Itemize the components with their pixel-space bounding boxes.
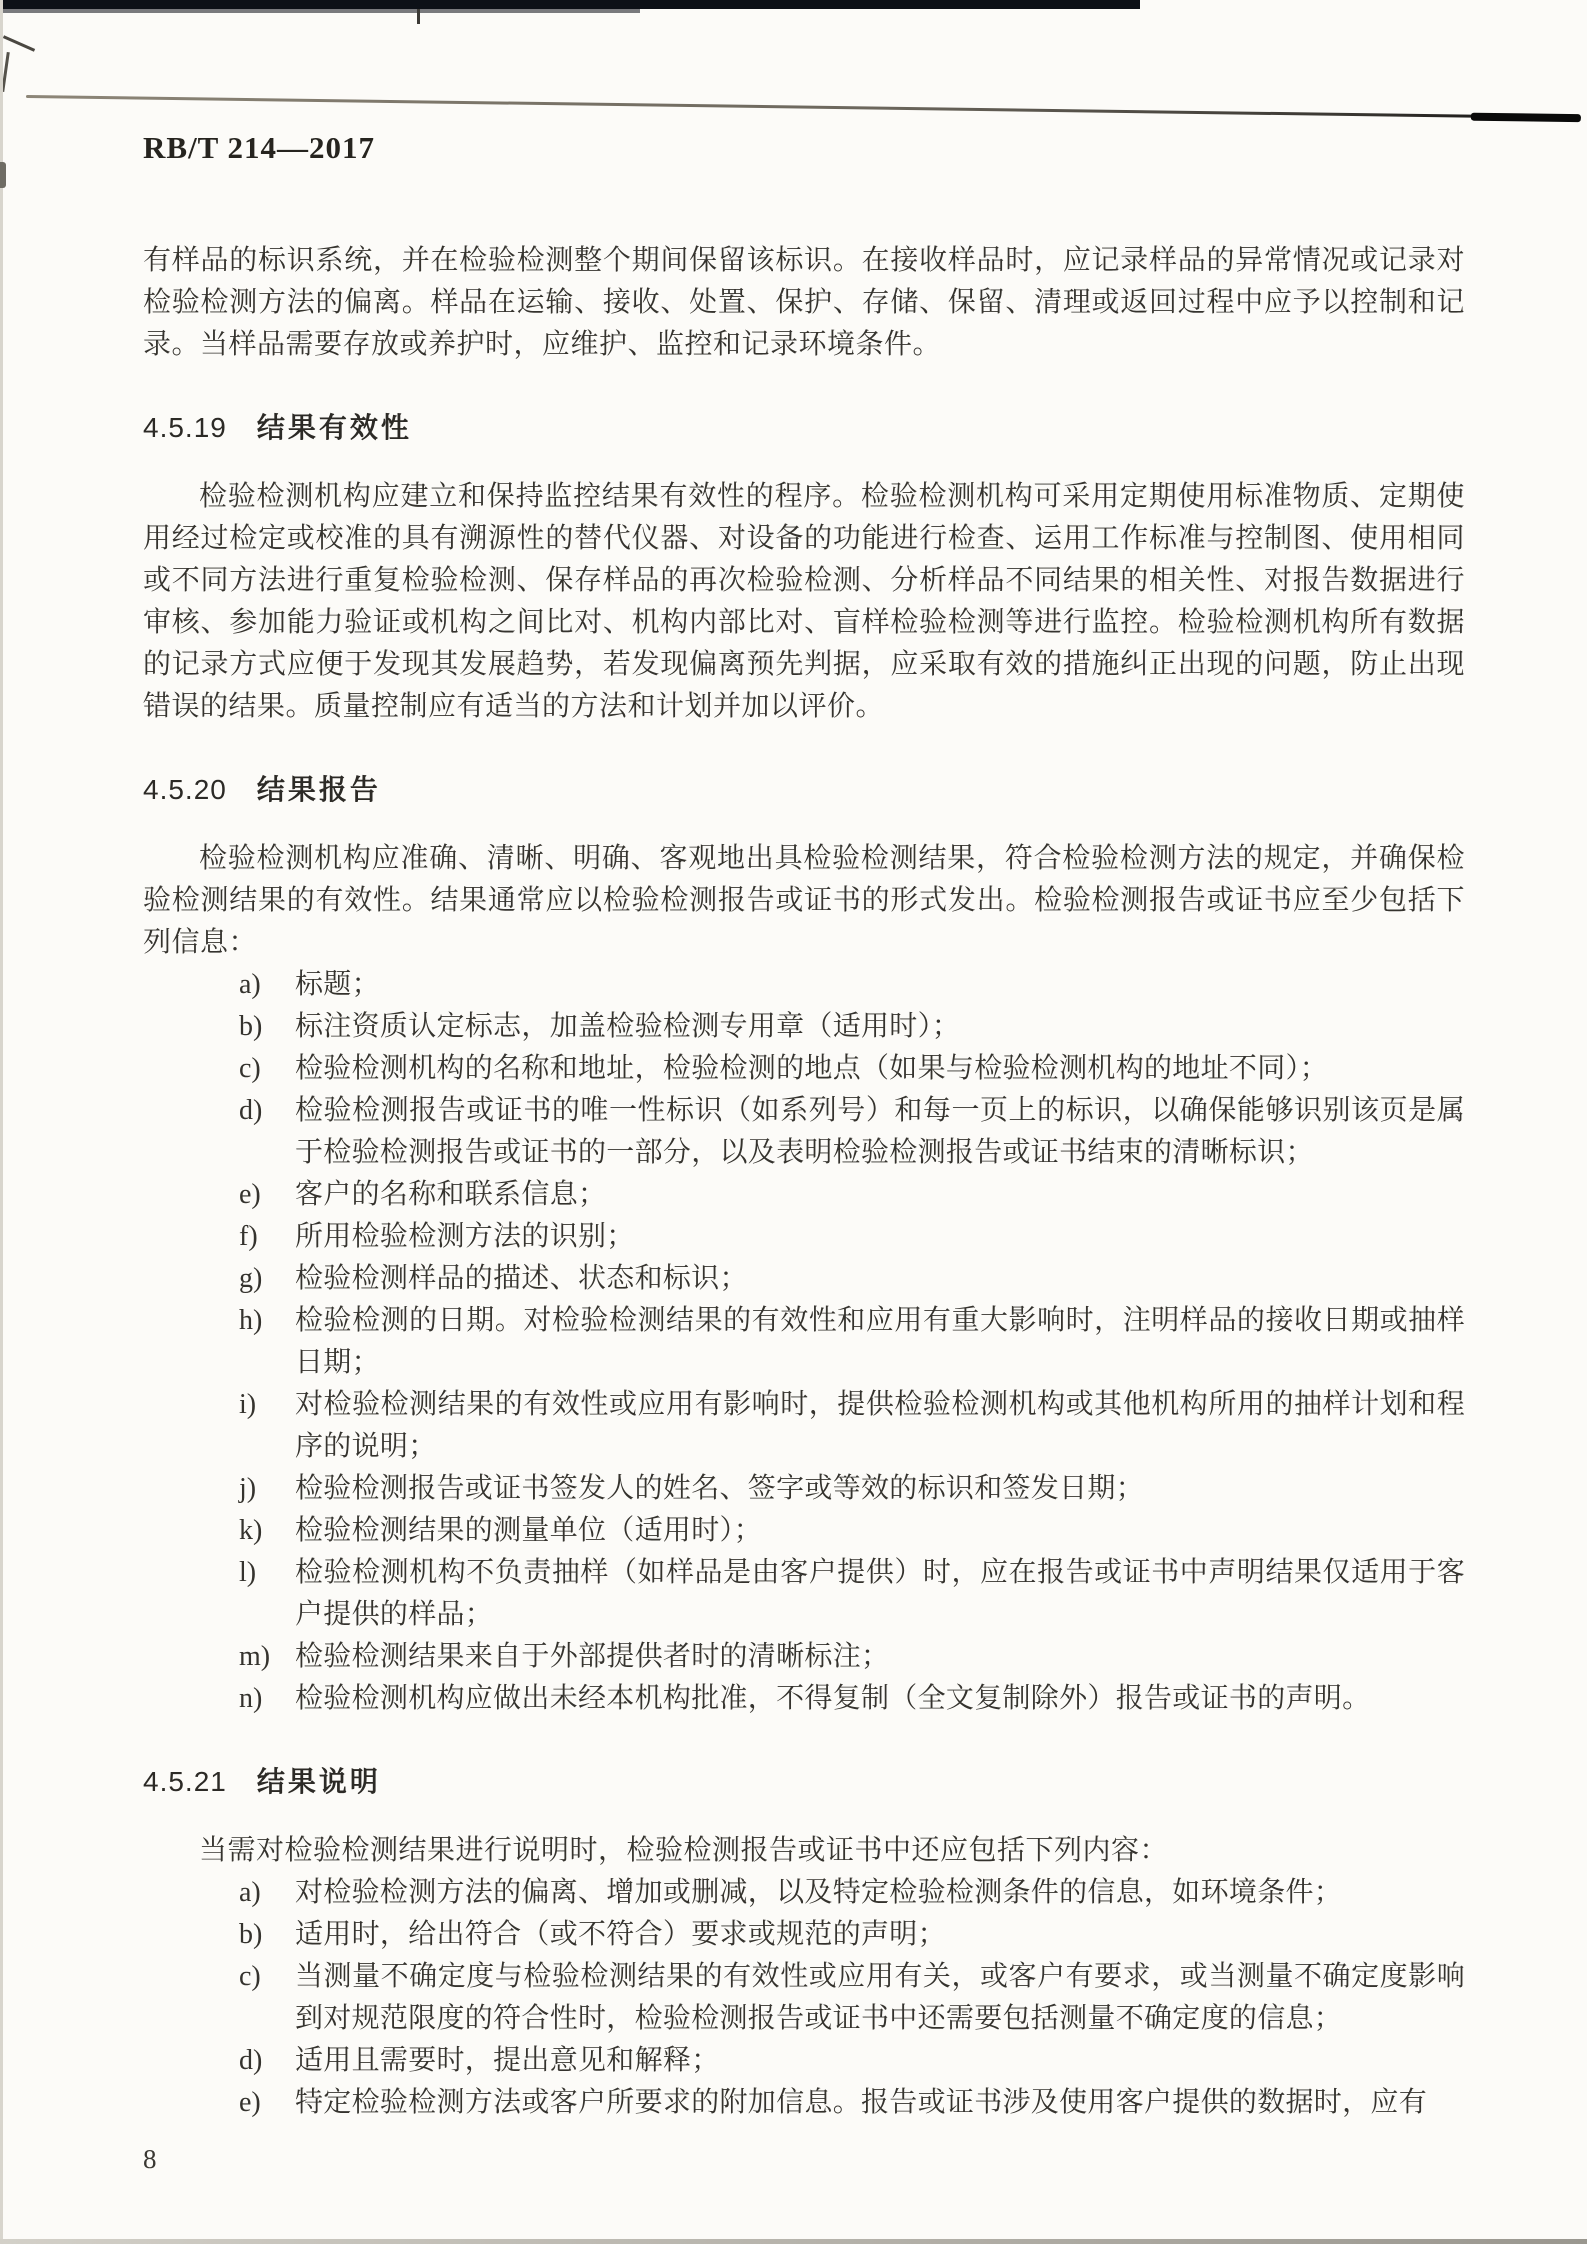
list-item xyxy=(143,1872,1465,1914)
document-code: RB/T 214—2017 xyxy=(143,130,376,165)
list-item-text: 标题； xyxy=(295,969,380,1000)
list-item-text: 检验检测报告或证书的唯一性标识（如系列号）和每一页上的标识，以确保能够识别该页是属于检验检测报告或证书的一部分，以及表明检验检测报告或证书结束的清晰标识； xyxy=(295,1095,1465,1168)
section-4-5-21-paragraph: 当需对检验检测结果进行说明时，检验检测报告或证书中还应包括下列内容： xyxy=(199,1835,1169,1866)
list-item xyxy=(143,1384,1465,1468)
section-title: 结果有效性 xyxy=(256,412,412,443)
list-item xyxy=(143,1300,1465,1384)
list-item-text: 检验检测机构不负责抽样（如样品是由客户提供）时，应在报告或证书中声明结果仅适用于客户提供的样品； xyxy=(295,1557,1465,1630)
list-item xyxy=(143,1090,1465,1174)
list-item xyxy=(143,1678,1465,1720)
list-item-label: g) xyxy=(239,1263,263,1294)
list-item-label: b) xyxy=(239,1919,263,1950)
list-item-label: l) xyxy=(239,1557,257,1588)
list-item xyxy=(143,1552,1465,1636)
scan-artifact-top-bar xyxy=(0,0,1140,9)
list-item xyxy=(143,1956,1465,2040)
scan-artifact-page-edge xyxy=(26,95,1581,119)
section-number: 4.5.21 xyxy=(143,1766,227,1797)
list-item xyxy=(143,1216,1465,1258)
list-item xyxy=(143,1468,1465,1510)
list-item-label: k) xyxy=(239,1515,263,1546)
list-item-label: a) xyxy=(239,1877,261,1908)
list-item-label: i) xyxy=(239,1389,257,1420)
continuation-paragraph: 有样品的标识系统，并在检验检测整个期间保留该标识。在接收样品时，应记录样品的异常情况或记录对检验检测方法的偏离。样品在运输、接收、处置、保护、存储、保留、清理或返回过程中应予以控制和记录。当样品需要存放或养护时，应维护、监控和记录环境条件。 xyxy=(143,245,1465,360)
scan-artifact-curl xyxy=(3,35,35,52)
list-item-label: e) xyxy=(239,1179,261,1210)
list-item xyxy=(143,1174,1465,1216)
page-number: 8 xyxy=(143,2144,157,2174)
list-item-text: 当测量不确定度与检验检测结果的有效性或应用有关，或客户有要求，或当测量不确定度影响到对规范限度的符合性时，检验检测报告或证书中还需要包括测量不确定度的信息； xyxy=(295,1961,1465,2034)
list-item xyxy=(143,1914,1465,1956)
list-item-text: 所用检验检测方法的识别； xyxy=(295,1221,635,1252)
list-item xyxy=(143,1636,1465,1678)
section-4-5-20-paragraph: 检验检测机构应准确、清晰、明确、客观地出具检验检测结果，符合检验检测方法的规定，并确保检验检测结果的有效性。结果通常应以检验检测报告或证书的形式发出。检验检测报告或证书应至少包括下列信息： xyxy=(143,843,1465,958)
list-item-text: 检验检测机构应做出未经本机构批准，不得复制（全文复制除外）报告或证书的声明。 xyxy=(295,1683,1371,1714)
list-item xyxy=(143,2082,1465,2124)
report-requirements-list xyxy=(143,964,1465,1720)
list-item xyxy=(143,1048,1465,1090)
section-heading-4-5-21 xyxy=(143,1760,1465,1800)
section-heading-4-5-20 xyxy=(143,768,1465,808)
list-item xyxy=(143,964,1465,1006)
list-item xyxy=(143,1006,1465,1048)
list-item-label: d) xyxy=(239,1095,263,1126)
list-item-label: d) xyxy=(239,2045,263,2076)
list-item-label: c) xyxy=(239,1053,261,1084)
section-4-5-19-paragraph: 检验检测机构应建立和保持监控结果有效性的程序。检验检测机构可采用定期使用标准物质、定期使用经过检定或校准的具有溯源性的替代仪器、对设备的功能进行检查、运用工作标准与控制图、使用相同或不同方法进行重复检验检测、保存样品的再次检验检测、分析样品不同结果的相关性、对报告数据进行审核、参加能力验证或机构之间比对、机构内部比对、盲样检验检测等进行监控。检验检测机构所有数据的记录方式应便于发现其发展趋势，若发现偏离预先判据，应采取有效的措施纠正出现的问题，防止出现错误的结果。质量控制应有适当的方法和计划并加以评价。 xyxy=(143,481,1465,722)
list-item-text: 检验检测结果的测量单位（适用时）； xyxy=(295,1515,763,1546)
list-item-label: j) xyxy=(239,1473,257,1504)
section-number: 4.5.20 xyxy=(143,774,227,805)
scan-artifact-bottom-edge xyxy=(0,2239,1587,2244)
list-item-label: e) xyxy=(239,2087,261,2118)
list-item-text: 检验检测机构的名称和地址，检验检测的地点（如果与检验检测机构的地址不同）； xyxy=(295,1053,1329,1084)
section-heading-4-5-19 xyxy=(143,406,1465,446)
list-item-text: 检验检测样品的描述、状态和标识； xyxy=(295,1263,748,1294)
list-item-label: a) xyxy=(239,969,261,1000)
list-item-text: 检验检测的日期。对检验检测结果的有效性和应用有重大影响时，注明样品的接收日期或抽样日期； xyxy=(295,1305,1465,1378)
list-item-text: 对检验检测结果的有效性或应用有影响时，提供检验检测机构或其他机构所用的抽样计划和程序的说明； xyxy=(295,1389,1465,1462)
list-item-text: 检验检测报告或证书签发人的姓名、签字或等效的标识和签发日期； xyxy=(295,1473,1145,1504)
scan-artifact-left-edge xyxy=(0,0,3,2244)
result-notes-list xyxy=(143,1872,1465,2124)
list-item-label: b) xyxy=(239,1011,263,1042)
list-item-text: 特定检验检测方法或客户所要求的附加信息。报告或证书涉及使用客户提供的数据时，应有 xyxy=(295,2087,1428,2118)
list-item xyxy=(143,1258,1465,1300)
list-item-text: 标注资质认定标志，加盖检验检测专用章（适用时）； xyxy=(295,1011,961,1042)
page-content xyxy=(143,130,1465,2175)
list-item xyxy=(143,2040,1465,2082)
list-item-label: f) xyxy=(239,1221,258,1252)
scan-artifact-left-mark xyxy=(0,162,6,188)
list-item-label: n) xyxy=(239,1683,263,1714)
list-item xyxy=(143,1510,1465,1552)
section-title: 结果说明 xyxy=(256,1766,381,1797)
section-title: 结果报告 xyxy=(256,774,381,805)
section-number: 4.5.19 xyxy=(143,412,227,443)
list-item-text: 客户的名称和联系信息； xyxy=(295,1179,607,1210)
list-item-label: m) xyxy=(239,1641,271,1672)
list-item-label: h) xyxy=(239,1305,263,1336)
list-item-text: 检验检测结果来自于外部提供者时的清晰标注； xyxy=(295,1641,890,1672)
list-item-label: c) xyxy=(239,1961,261,1992)
list-item-text: 对检验检测方法的偏离、增加或删减，以及特定检验检测条件的信息，如环境条件； xyxy=(295,1877,1343,1908)
scan-artifact-tick xyxy=(417,9,420,24)
list-item-text: 适用且需要时，提出意见和解释； xyxy=(295,2045,720,2076)
list-item-text: 适用时，给出符合（或不符合）要求或规范的声明； xyxy=(295,1919,946,1950)
